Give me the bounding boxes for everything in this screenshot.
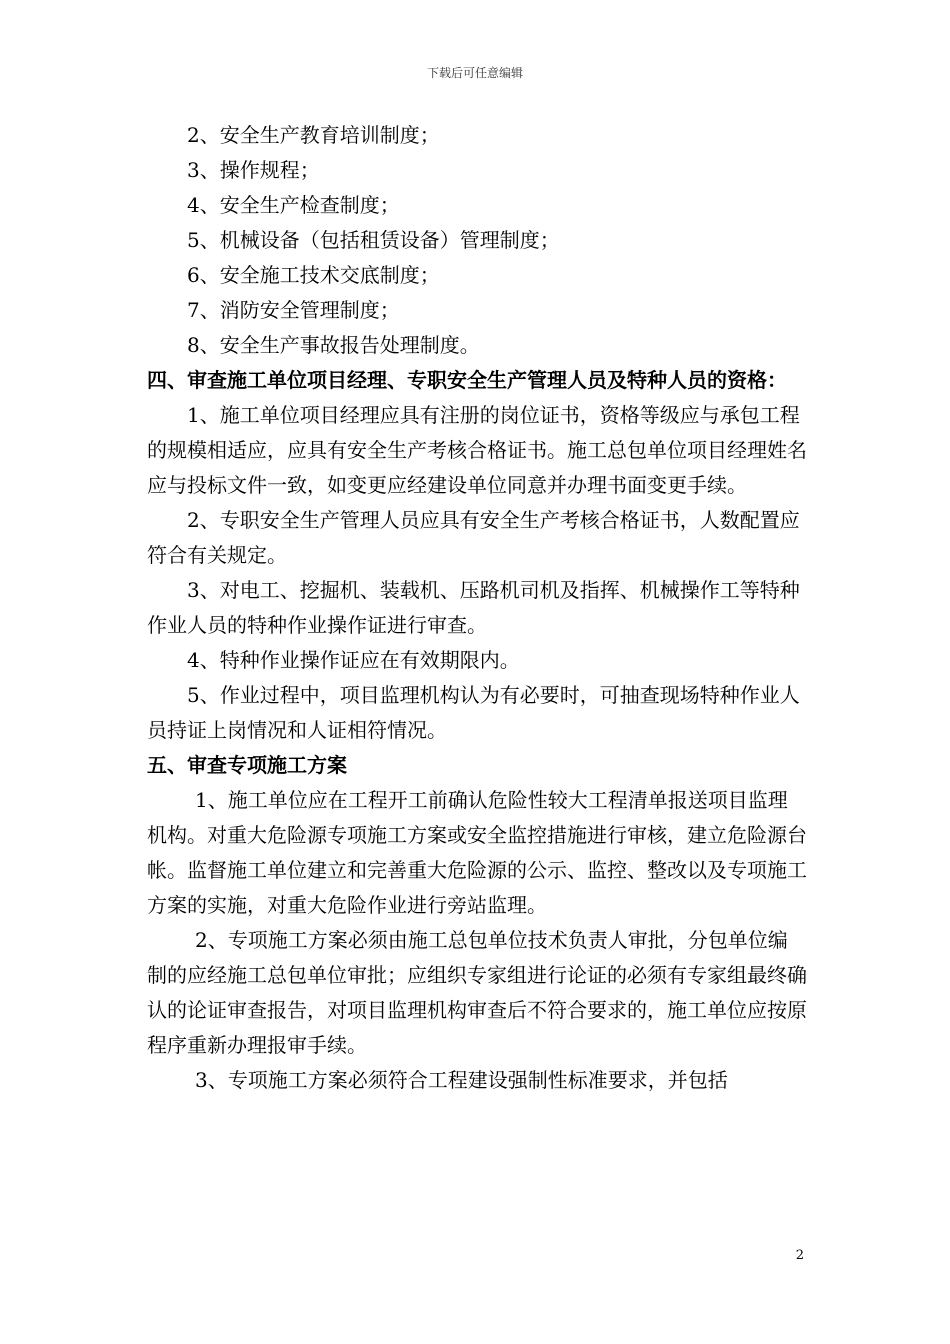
paragraph: 2、专职安全生产管理人员应具有安全生产考核合格证书，人数配置应符合有关规定。 [147, 508, 800, 567]
section-4-heading: 四、审查施工单位项目经理、专职安全生产管理人员及特种人员的资格： [147, 368, 787, 392]
paragraph: 1、施工单位项目经理应具有注册的岗位证书，资格等级应与承包工程的规模相适应，应具有安全生产考核合格证书。施工总包单位项目经理姓名应与投标文件一致，如变更应经建设单位同意并办理书面变更手续。 [147, 403, 807, 497]
paragraph: 4、特种作业操作证应在有效期限内。 [187, 648, 520, 672]
paragraph: 2、专项施工方案必须由施工总包单位技术负责人审批，分包单位编制的应经施工总包单位审批；应组织专家组进行论证的必须有专家组最终确认的论证审查报告，对项目监理机构审查后不符合要求的，施工单位应按原程序重新办理报审手续。 [147, 928, 807, 1057]
document-body [147, 118, 807, 1098]
page-header-note: 下载后可任意编辑 [426, 66, 523, 80]
section-5-heading: 五、审查专项施工方案 [147, 753, 347, 777]
list-item: 5、机械设备（包括租赁设备）管理制度； [187, 228, 560, 252]
list-item: 2、安全生产教育培训制度； [187, 123, 440, 147]
paragraph: 3、专项施工方案必须符合工程建设强制性标准要求，并包括 [195, 1068, 728, 1092]
paragraph: 3、对电工、挖掘机、装载机、压路机司机及指挥、机械操作工等特种作业人员的特种作业操作证进行审查。 [147, 578, 800, 637]
list-item: 7、消防安全管理制度； [187, 298, 400, 322]
page-number: 2 [795, 1248, 804, 1263]
list-item: 6、安全施工技术交底制度； [187, 263, 440, 287]
paragraph: 5、作业过程中，项目监理机构认为有必要时，可抽查现场特种作业人员持证上岗情况和人证相符情况。 [147, 683, 800, 742]
paragraph: 1、施工单位应在工程开工前确认危险性较大工程清单报送项目监理机构。对重大危险源专项施工方案或安全监控措施进行审核，建立危险源台帐。监督施工单位建立和完善重大危险源的公示、监控、整改以及专项施工方案的实施，对重大危险作业进行旁站监理。 [147, 788, 807, 917]
list-item: 4、安全生产检查制度； [187, 193, 400, 217]
list-item: 3、操作规程； [187, 158, 320, 182]
list-item: 8、安全生产事故报告处理制度。 [187, 333, 480, 357]
